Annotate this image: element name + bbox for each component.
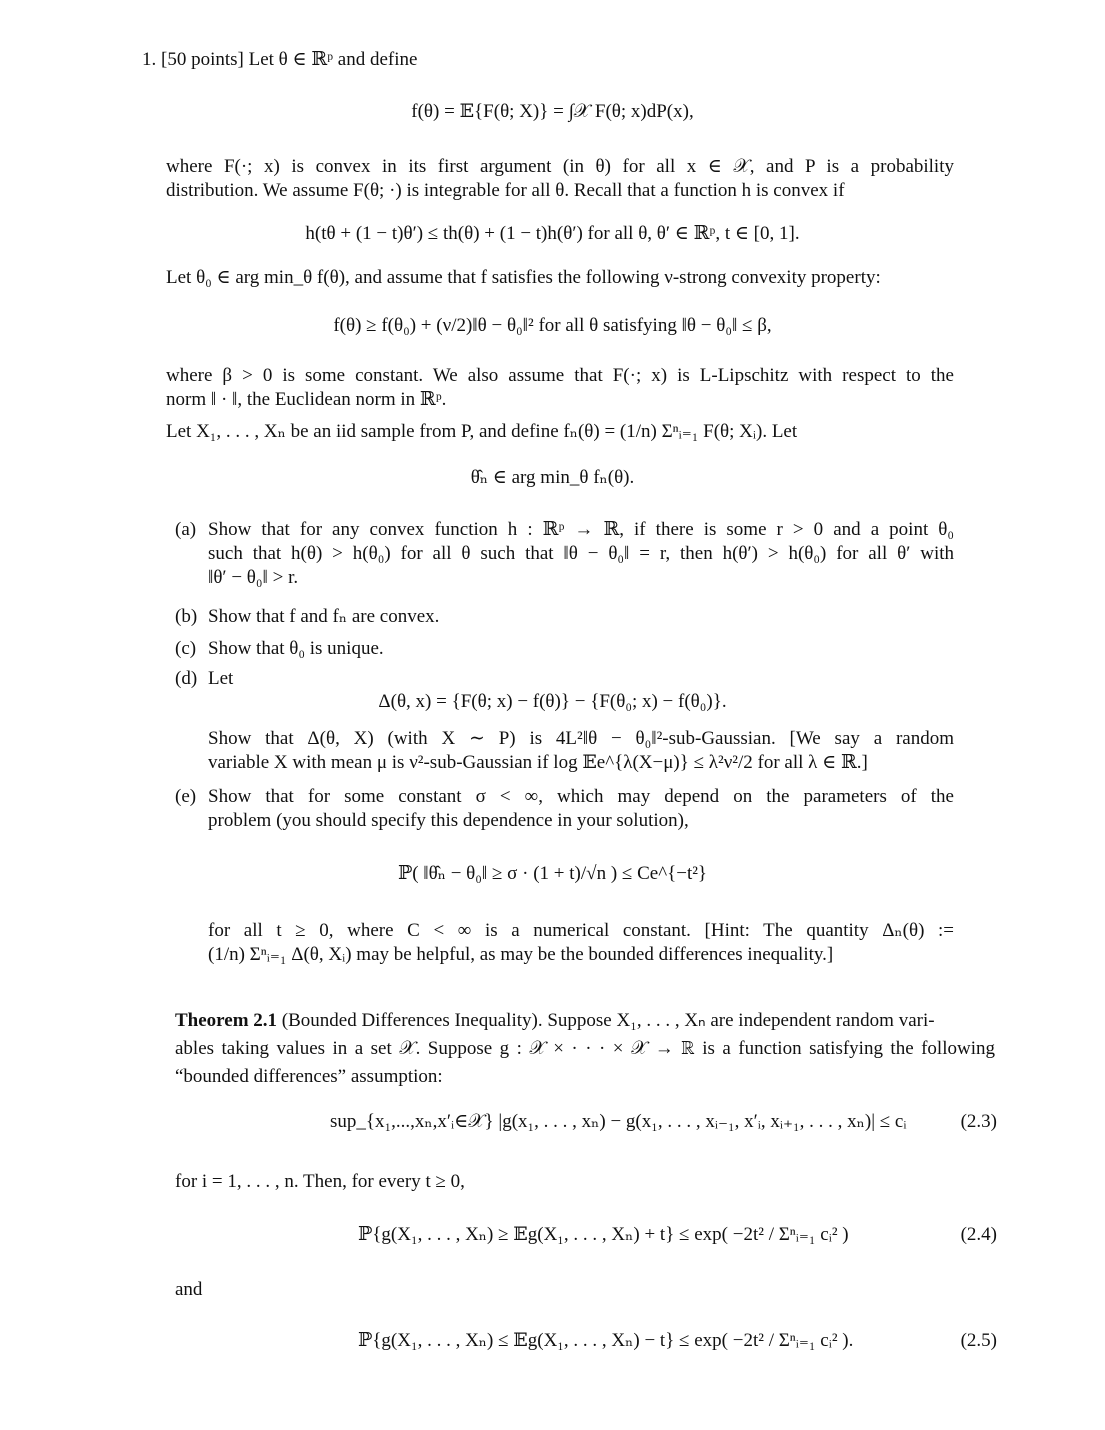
part-line: variable X with mean μ is ν²-sub-Gaussian if log 𝔼e^{λ(X−μ)} ≤ λ²ν²/2 for all λ ∈ ℝ.] [208, 752, 868, 773]
part-label: (b) [175, 606, 198, 627]
equation-strong-convexity: f(θ) ≥ f(θ₀) + (ν/2)‖θ − θ₀‖² for all θ satisfying ‖θ − θ₀‖ ≤ β, [333, 315, 772, 336]
paragraph-line: norm ‖ · ‖, the Euclidean norm in ℝᵖ. [166, 389, 447, 410]
equation-convexity: h(tθ + (1 − t)θ′) ≤ th(θ) + (1 − t)h(θ′) for all θ, θ′ ∈ ℝᵖ, t ∈ [0, 1]. [305, 223, 800, 244]
paragraph-line: distribution. We assume F(θ; ·) is integrable for all θ. Recall that a function h is convex if [166, 180, 845, 201]
part-line: Show that θ₀ is unique. [208, 638, 384, 659]
problem-header: 1. [50 points] Let θ ∈ ℝᵖ and define [142, 49, 418, 70]
equation-2-3: sup_{x₁,...,xₙ,x′ᵢ∈𝒳} |g(x₁, . . . , xₙ) − g(x₁, . . . , xᵢ₋₁, x′ᵢ, xᵢ₊₁, . . . , xₙ)| ≤ cᵢ [330, 1111, 907, 1132]
part-line: ‖θ′ − θ₀‖ > r. [208, 567, 299, 588]
part-line: Show that for any convex function h : ℝᵖ → ℝ, if there is some r > 0 and a point θ₀ [208, 519, 954, 540]
equation-expectation: f(θ) = 𝔼{F(θ; X)} = ∫𝒳 F(θ; x)dP(x), [411, 101, 694, 122]
part-line: Let [208, 668, 234, 689]
equation-probability-bound: ℙ( ‖θ̂ₙ − θ₀‖ ≥ σ · (1 + t)/√n ) ≤ Ce^{−t²} [397, 863, 708, 884]
equation-estimator: θ̂ₙ ∈ arg min_θ fₙ(θ). [470, 467, 635, 488]
equation-2-5: ℙ{g(X₁, . . . , Xₙ) ≤ 𝔼g(X₁, . . . , Xₙ) − t} ≤ exp( −2t² / Σⁿᵢ₌₁ cᵢ² ). [358, 1330, 854, 1351]
equation-delta: Δ(θ, x) = {F(θ; x) − f(θ)} − {F(θ₀; x) − f(θ₀)}. [378, 691, 727, 712]
theorem-first-line [175, 1009, 935, 1033]
paragraph-line: where β > 0 is some constant. We also assume that F(·; x) is L-Lipschitz with respect to the [166, 365, 954, 386]
theorem-line: and [175, 1279, 203, 1300]
theorem-line: for i = 1, . . . , n. Then, for every t ≥ 0, [175, 1171, 465, 1192]
theorem-text: (Bounded Differences Inequality). Suppose X₁, . . . , Xₙ are independent random vari- [281, 1010, 935, 1031]
part-label: (a) [175, 519, 197, 540]
part-label: (d) [175, 668, 198, 689]
paragraph-line: where F(·; x) is convex in its first argument (in θ) for all x ∈ 𝒳, and P is a probability [166, 156, 954, 177]
part-label: (c) [175, 638, 197, 659]
equation-number: (2.5) [960, 1330, 997, 1351]
part-line: Show that Δ(θ, X) (with X ∼ P) is 4L²‖θ − θ₀‖²-sub-Gaussian. [We say a random [208, 728, 954, 749]
paragraph-line: Let X₁, . . . , Xₙ be an iid sample from P, and define fₙ(θ) = (1/n) Σⁿᵢ₌₁ F(θ; Xᵢ). Let [166, 421, 798, 442]
equation-number: (2.3) [960, 1111, 997, 1132]
part-line: (1/n) Σⁿᵢ₌₁ Δ(θ, Xᵢ) may be helpful, as may be the bounded differences inequality.] [208, 944, 834, 965]
part-line: problem (you should specify this dependence in your solution), [208, 810, 689, 831]
part-label: (e) [175, 786, 197, 807]
part-line: such that h(θ) > h(θ₀) for all θ such that ‖θ − θ₀‖ = r, then h(θ′) > h(θ₀) for all θ′ with [208, 543, 954, 564]
part-line: for all t ≥ 0, where C < ∞ is a numerical constant. [Hint: The quantity Δₙ(θ) := [208, 920, 954, 941]
part-line: Show that f and fₙ are convex. [208, 606, 440, 627]
paragraph-line: Let θ₀ ∈ arg min_θ f(θ), and assume that f satisfies the following ν-strong convexity property: [166, 267, 881, 288]
equation-2-4: ℙ{g(X₁, . . . , Xₙ) ≥ 𝔼g(X₁, . . . , Xₙ) + t} ≤ exp( −2t² / Σⁿᵢ₌₁ cᵢ² ) [358, 1224, 849, 1245]
theorem-line: ables taking values in a set 𝒳. Suppose g : 𝒳 × · · · × 𝒳 → ℝ is a function satisfying the following [175, 1038, 995, 1059]
equation-number: (2.4) [960, 1224, 997, 1245]
theorem-title: Theorem 2.1 [175, 1010, 278, 1031]
theorem-line: “bounded differences” assumption: [175, 1066, 443, 1087]
part-line: Show that for some constant σ < ∞, which may depend on the parameters of the [208, 786, 954, 807]
